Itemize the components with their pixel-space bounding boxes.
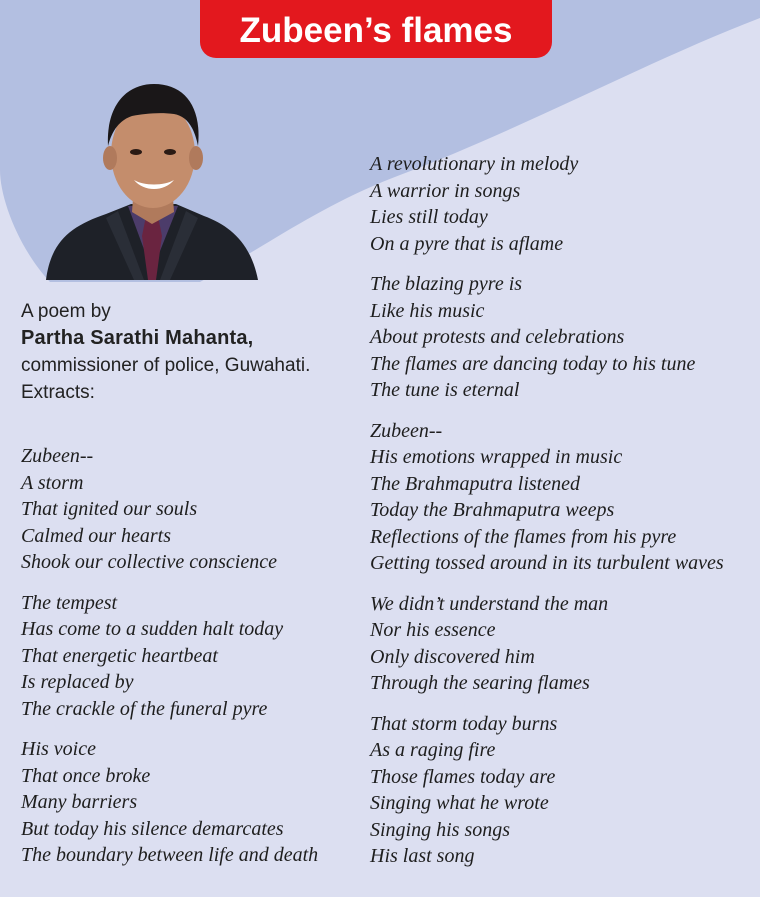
poem-line: The flames are dancing today to his tune bbox=[370, 352, 696, 375]
poem-line: That once broke bbox=[21, 764, 151, 787]
poem-line: His voice bbox=[21, 738, 96, 760]
poem-stanza bbox=[370, 418, 755, 577]
poem-line: Like his music bbox=[370, 299, 485, 322]
poem-line: Through the searing flames bbox=[370, 672, 590, 694]
poem-stanza bbox=[370, 591, 755, 697]
poem-line: Many barriers bbox=[21, 791, 138, 813]
poem-line: We didn’t understand the man bbox=[370, 592, 609, 615]
article-title: Zubeen’s flames bbox=[200, 0, 552, 58]
poem-line: His last song bbox=[370, 845, 475, 867]
poem-line: The Brahmaputra listened bbox=[370, 472, 580, 495]
poem-line: A storm bbox=[21, 471, 84, 494]
poem-line: Singing his songs bbox=[370, 818, 511, 841]
poem-line: Nor his essence bbox=[370, 619, 496, 641]
poem-line: His emotions wrapped in music bbox=[370, 446, 623, 468]
poem-line: Zubeen-- bbox=[21, 445, 94, 467]
poem-line: As a raging fire bbox=[370, 739, 496, 761]
poem-line: Has come to a sudden halt today bbox=[21, 618, 284, 640]
poem-line: Shook our collective conscience bbox=[21, 551, 277, 573]
poem-line: Calmed our hearts bbox=[21, 524, 171, 547]
poem-stanza bbox=[21, 443, 361, 576]
poem-line: The tune is eternal bbox=[370, 379, 520, 401]
poem-stanza bbox=[370, 151, 755, 257]
poem-column-left bbox=[21, 443, 361, 883]
author-portrait bbox=[46, 66, 258, 280]
poem-line: Reflections of the flames from his pyre bbox=[370, 525, 677, 548]
poem-line: That ignited our souls bbox=[21, 498, 198, 520]
poem-stanza bbox=[21, 736, 361, 869]
poem-line: The boundary between life and death bbox=[21, 844, 319, 866]
poem-line: The tempest bbox=[21, 591, 118, 614]
poem-stanza bbox=[21, 590, 361, 723]
byline-intro: A poem by bbox=[21, 301, 111, 322]
poem-line: Today the Brahmaputra weeps bbox=[370, 499, 615, 521]
poem-line: Singing what he wrote bbox=[370, 792, 549, 814]
poem-stanza bbox=[370, 711, 755, 870]
poem-line: That storm today burns bbox=[370, 712, 558, 735]
byline bbox=[21, 298, 351, 406]
poem-line: A warrior in songs bbox=[370, 179, 521, 202]
poem-stanza bbox=[370, 271, 755, 404]
poem-column-right bbox=[370, 151, 755, 884]
poem-line: That energetic heartbeat bbox=[21, 644, 218, 667]
poem-line: Those flames today are bbox=[370, 765, 556, 788]
poem-line: The blazing pyre is bbox=[370, 273, 523, 295]
poem-line: But today his silence demarcates bbox=[21, 817, 284, 840]
author-role: commissioner of police, Guwahati. bbox=[21, 355, 311, 376]
poem-line: On a pyre that is aflame bbox=[370, 232, 564, 255]
poem-line: Zubeen-- bbox=[370, 419, 443, 442]
poem-line: A revolutionary in melody bbox=[370, 153, 579, 175]
extracts-label: Extracts: bbox=[21, 382, 95, 403]
poem-line: Is replaced by bbox=[21, 671, 134, 693]
author-name: Partha Sarathi Mahanta, bbox=[21, 327, 254, 349]
poem-line: The crackle of the funeral pyre bbox=[21, 697, 268, 720]
poem-line: Getting tossed around in its turbulent waves bbox=[370, 552, 724, 574]
poem-line: Only discovered him bbox=[370, 645, 535, 668]
poem-line: Lies still today bbox=[370, 206, 488, 228]
poem-line: About protests and celebrations bbox=[370, 326, 625, 348]
